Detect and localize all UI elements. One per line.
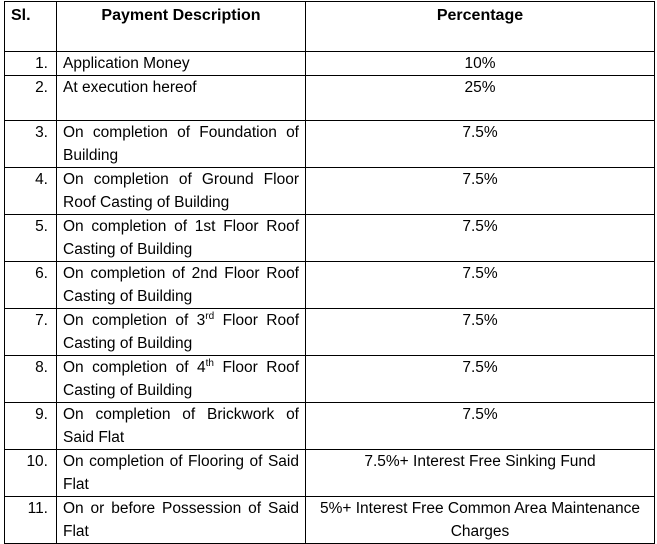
header-payment-description: Payment Description — [57, 2, 306, 52]
table-row — [5, 215, 655, 262]
row-percentage: 5%+ Interest Free Common Area Maintenance Charges — [306, 497, 655, 544]
row-sl: 11. — [5, 497, 57, 544]
row-sl: 5. — [5, 215, 57, 262]
row-sl: 7. — [5, 309, 57, 356]
row-percentage: 7.5% — [306, 215, 655, 262]
table-row — [5, 168, 655, 215]
row-description — [57, 309, 306, 356]
header-percentage: Percentage — [306, 2, 655, 52]
row-percentage: 7.5% — [306, 121, 655, 168]
row-description: On or before Possession of Said Flat — [57, 497, 306, 544]
row-percentage: 7.5% — [306, 168, 655, 215]
table-row — [5, 52, 655, 76]
row-description: On completion of Flooring of Said Flat — [57, 450, 306, 497]
description-text: On completion of 3 — [63, 312, 206, 329]
row-sl: 10. — [5, 450, 57, 497]
row-percentage: 7.5% — [306, 262, 655, 309]
row-sl: 4. — [5, 168, 57, 215]
row-percentage: 7.5% — [306, 403, 655, 450]
table-row — [5, 309, 655, 356]
row-sl: 6. — [5, 262, 57, 309]
description-text: On completion of 4 — [63, 359, 206, 376]
payment-schedule-table — [4, 1, 655, 544]
row-description: At execution hereof — [57, 76, 306, 121]
ordinal-suffix: th — [205, 357, 214, 369]
row-sl: 1. — [5, 52, 57, 76]
row-sl: 2. — [5, 76, 57, 121]
row-percentage: 7.5%+ Interest Free Sinking Fund — [306, 450, 655, 497]
table-header-row — [5, 2, 655, 52]
row-sl: 3. — [5, 121, 57, 168]
ordinal-suffix: rd — [205, 310, 215, 322]
row-description: On completion of 2nd Floor Roof Casting of Building — [57, 262, 306, 309]
row-description: Application Money — [57, 52, 306, 76]
row-description — [57, 356, 306, 403]
row-description: On completion of Foundation of Building — [57, 121, 306, 168]
header-sl: Sl. — [5, 2, 57, 52]
row-percentage: 25% — [306, 76, 655, 121]
row-sl: 9. — [5, 403, 57, 450]
table-row — [5, 121, 655, 168]
row-description: On completion of Brickwork of Said Flat — [57, 403, 306, 450]
table-row — [5, 497, 655, 544]
table-row — [5, 450, 655, 497]
row-description: On completion of Ground Floor Roof Casting of Building — [57, 168, 306, 215]
description-text: Floor Roof Casting of Building — [63, 312, 299, 352]
table-row — [5, 76, 655, 121]
table-row — [5, 403, 655, 450]
table-row — [5, 356, 655, 403]
row-description: On completion of 1st Floor Roof Casting of Building — [57, 215, 306, 262]
row-sl: 8. — [5, 356, 57, 403]
table-row — [5, 262, 655, 309]
row-percentage: 10% — [306, 52, 655, 76]
row-percentage: 7.5% — [306, 309, 655, 356]
description-text: Floor Roof Casting of Building — [63, 359, 300, 399]
row-percentage: 7.5% — [306, 356, 655, 403]
